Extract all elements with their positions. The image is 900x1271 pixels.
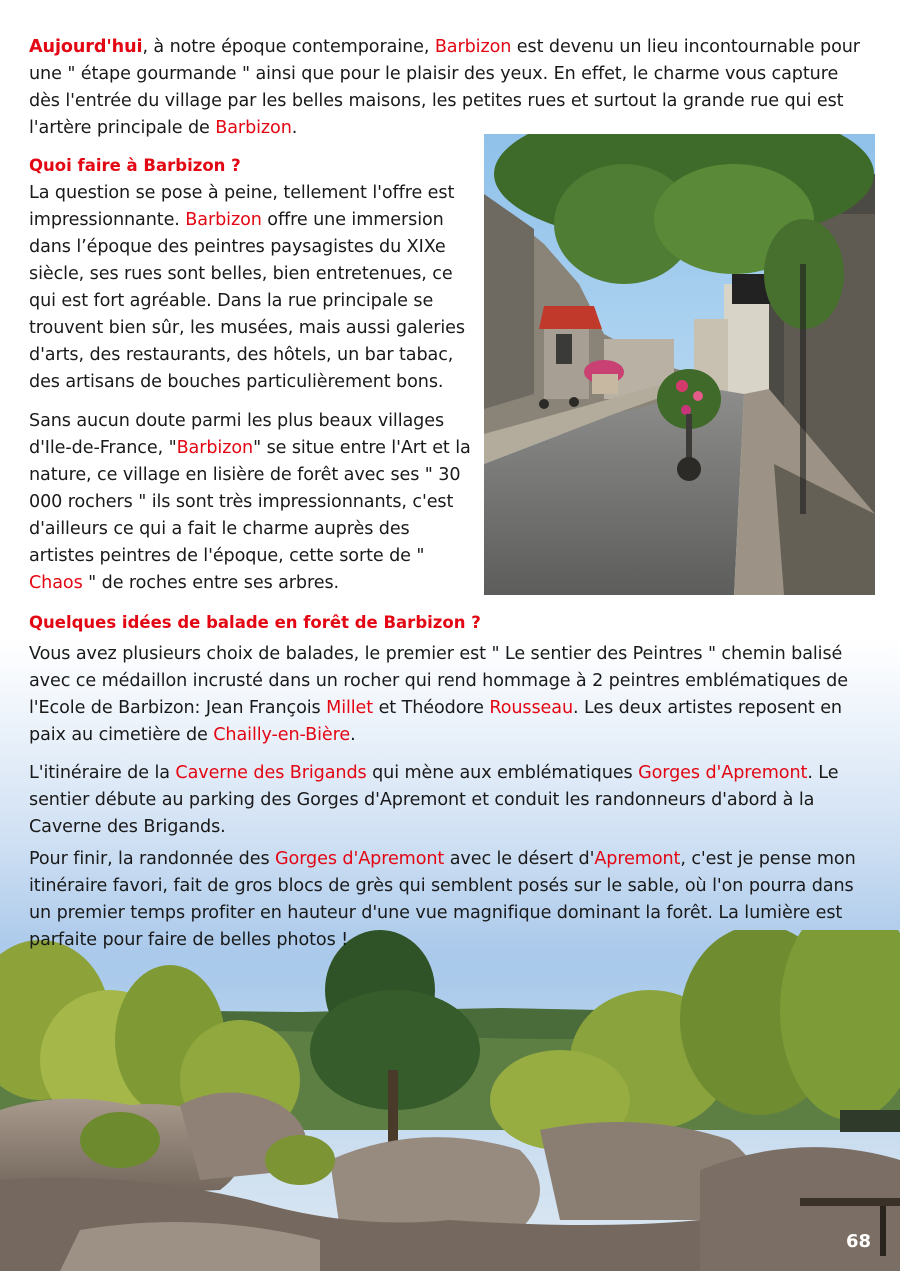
section2-paragraph-3: Pour finir, la randonnée des Gorges d'Apremont avec le désert d'Apremont, c'est je pense mon itinéraire favori, fait de gros blocs de grès qui semblent posés sur le sable, où l'on pourra dans un premier temps profiter en hauteur d'une vue magnifique dominant la forêt. La lumière est parfaite pour faire de belles photos !: [29, 849, 856, 950]
section-heading-quoi-faire: Quoi faire à Barbizon ?: [29, 156, 241, 175]
section2-paragraph-2: L'itinéraire de la Caverne des Brigands qui mène aux emblématiques Gorges d'Apremont. Le sentier débute au parking des Gorges d'Apremont et conduit les randonneurs d'abord à la Caverne des Brigands.: [29, 763, 839, 837]
highlight-barbizon: Barbizon: [185, 210, 262, 230]
highlight-caverne: Caverne des Brigands: [175, 763, 367, 783]
highlight-gorges: Gorges d'Apremont: [638, 763, 808, 783]
highlight-apremont: Apremont: [594, 849, 681, 869]
highlight-barbizon: Barbizon: [215, 118, 292, 138]
forest-landscape-photo: [0, 930, 900, 1271]
section1-paragraph-1: La question se pose à peine, tellement l'offre est impressionnante. Barbizon offre une immersion dans l’époque des peintres paysagistes du XIXe siècle, ses rues sont belles, bien entretenues, ce qui est fort agréable. Dans la rue principale se trouvent bien sûr, les musées, mais aussi galeries d'arts, des restaurants, des hôtels, un bar tabac, des artisans de bouches particulièrement bons.: [29, 183, 465, 392]
highlight-chailly: Chailly-en-Bière: [213, 725, 351, 745]
highlight-barbizon: Barbizon: [434, 37, 512, 57]
intro-lead-word: Aujourd'hui: [29, 37, 143, 57]
highlight-gorges: Gorges d'Apremont: [275, 849, 445, 869]
village-street-photo: [484, 134, 875, 595]
section1-paragraph-2: Sans aucun doute parmi les plus beaux villages d'Ile-de-France, "Barbizon" se situe entre l'Art et la nature, ce village en lisière de forêt avec ses " 30 000 rochers " ils sont très impressionnants, c'est d'ailleurs ce qui a fait le charme auprès des artistes peintres de l'époque, cette sorte de " Chaos " de roches entre ses arbres.: [29, 411, 471, 593]
section2-paragraph-1: Vous avez plusieurs choix de balades, le premier est " Le sentier des Peintres " chemin balisé avec ce médaillon incrusté dans un rocher qui rend hommage à 2 peintres emblématiques de l'Ecole de Barbizon: Jean François Millet et Théodore Rousseau. Les deux artistes reposent en paix au cimetière de Chailly-en-Bière.: [29, 644, 848, 745]
highlight-millet: Millet: [326, 698, 374, 718]
highlight-chaos: Chaos: [29, 573, 83, 593]
section-heading-balade: Quelques idées de balade en forêt de Barbizon ?: [29, 613, 481, 632]
highlight-barbizon: Barbizon: [176, 438, 254, 458]
page-number: 68: [845, 1231, 871, 1252]
intro-paragraph: Aujourd'hui, à notre époque contemporaine, Barbizon est devenu un lieu incontournable pour une " étape gourmande " ainsi que pour le plaisir des yeux. En effet, le charme vous capture dès l'entrée du village par les belles maisons, les petites rues et surtout la grande rue qui est l'artère principale de Barbizon.: [29, 37, 860, 138]
highlight-rousseau: Rousseau: [489, 698, 574, 718]
